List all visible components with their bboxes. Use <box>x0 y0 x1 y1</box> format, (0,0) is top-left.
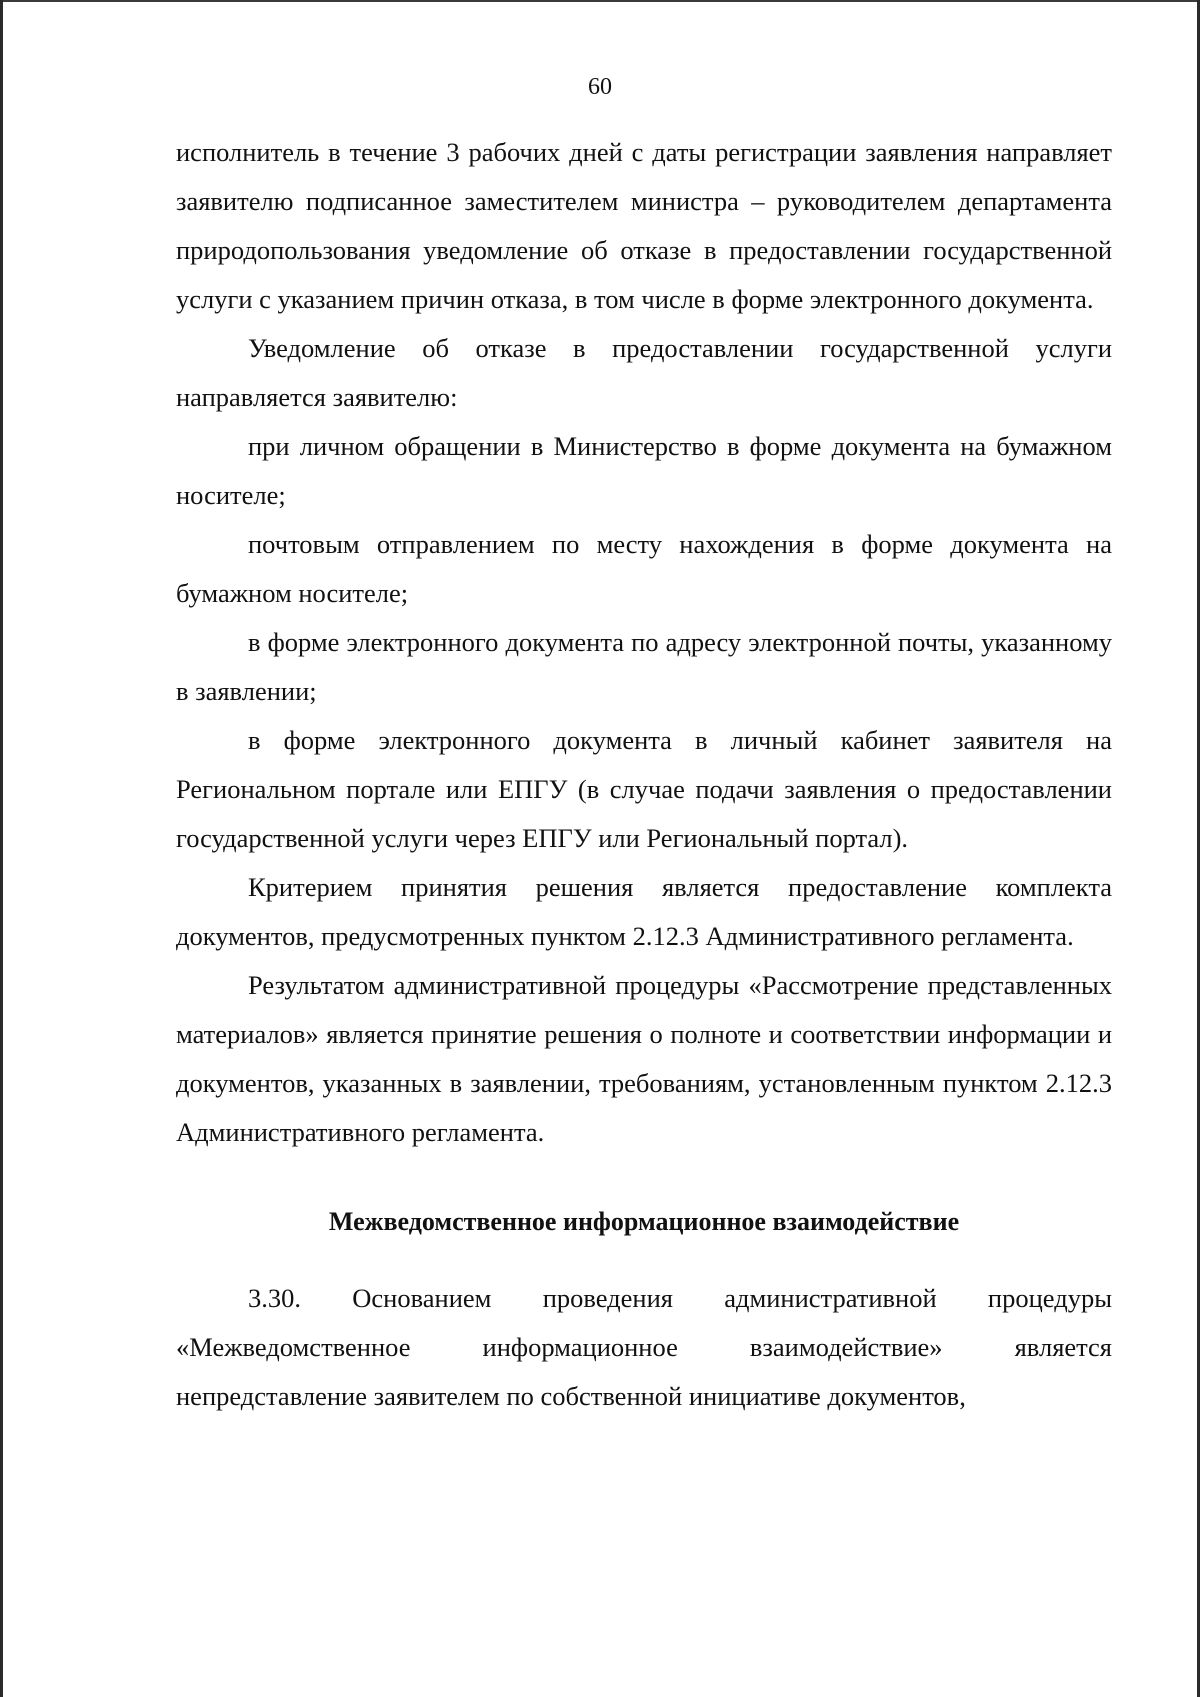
paragraph-personal-visit: при личном обращении в Министерство в форме документа на бумажном носителе; <box>176 431 1112 510</box>
paragraph-result: Результатом административной процедуры «Рассмотрение представленных материалов» является принятие решения о полноте и соответствии информации и документов, указанных в заявлении, требованиям, установленным пунктом 2.12.3 Административного регламента. <box>176 970 1112 1147</box>
scan-edge-top <box>0 0 1200 2</box>
paragraph-3-30: 3.30. Основанием проведения административной процедуры «Межведомственное информационное взаимодействие» является непредставление заявителем по собственной инициативе документов, <box>176 1283 1112 1411</box>
paragraph-postal: почтовым отправлением по месту нахождения в форме документа на бумажном носителе; <box>176 529 1112 608</box>
section-heading: Межведомственное информационное взаимодействие <box>328 1207 960 1236</box>
paragraph-personal-account: в форме электронного документа в личный кабинет заявителя на Региональном портале или ЕПГУ (в случае подачи заявления о предоставлении государственной услуги через ЕПГУ или Региональный портал). <box>176 725 1112 853</box>
paragraph-criterion: Критерием принятия решения является предоставление комплекта документов, предусмотренных пунктом 2.12.3 Административного регламента. <box>176 872 1112 951</box>
paragraph-refusal-notice: Уведомление об отказе в предоставлении государственной услуги направляется заявителю: <box>176 333 1112 412</box>
document-body <box>176 128 1112 1421</box>
scan-edge-left <box>0 0 3 1697</box>
paragraph-email: в форме электронного документа по адресу электронной почты, указанному в заявлении; <box>176 627 1112 706</box>
page-number: 60 <box>588 74 612 100</box>
paragraph-continuation: исполнитель в течение 3 рабочих дней с даты регистрации заявления направляет заявителю подписанное заместителем министра – руководителем департамента природопользования уведомление об отказе в предоставлении государственной услуги с указанием причин отказа, в том числе в форме электронного документа. <box>176 137 1112 314</box>
